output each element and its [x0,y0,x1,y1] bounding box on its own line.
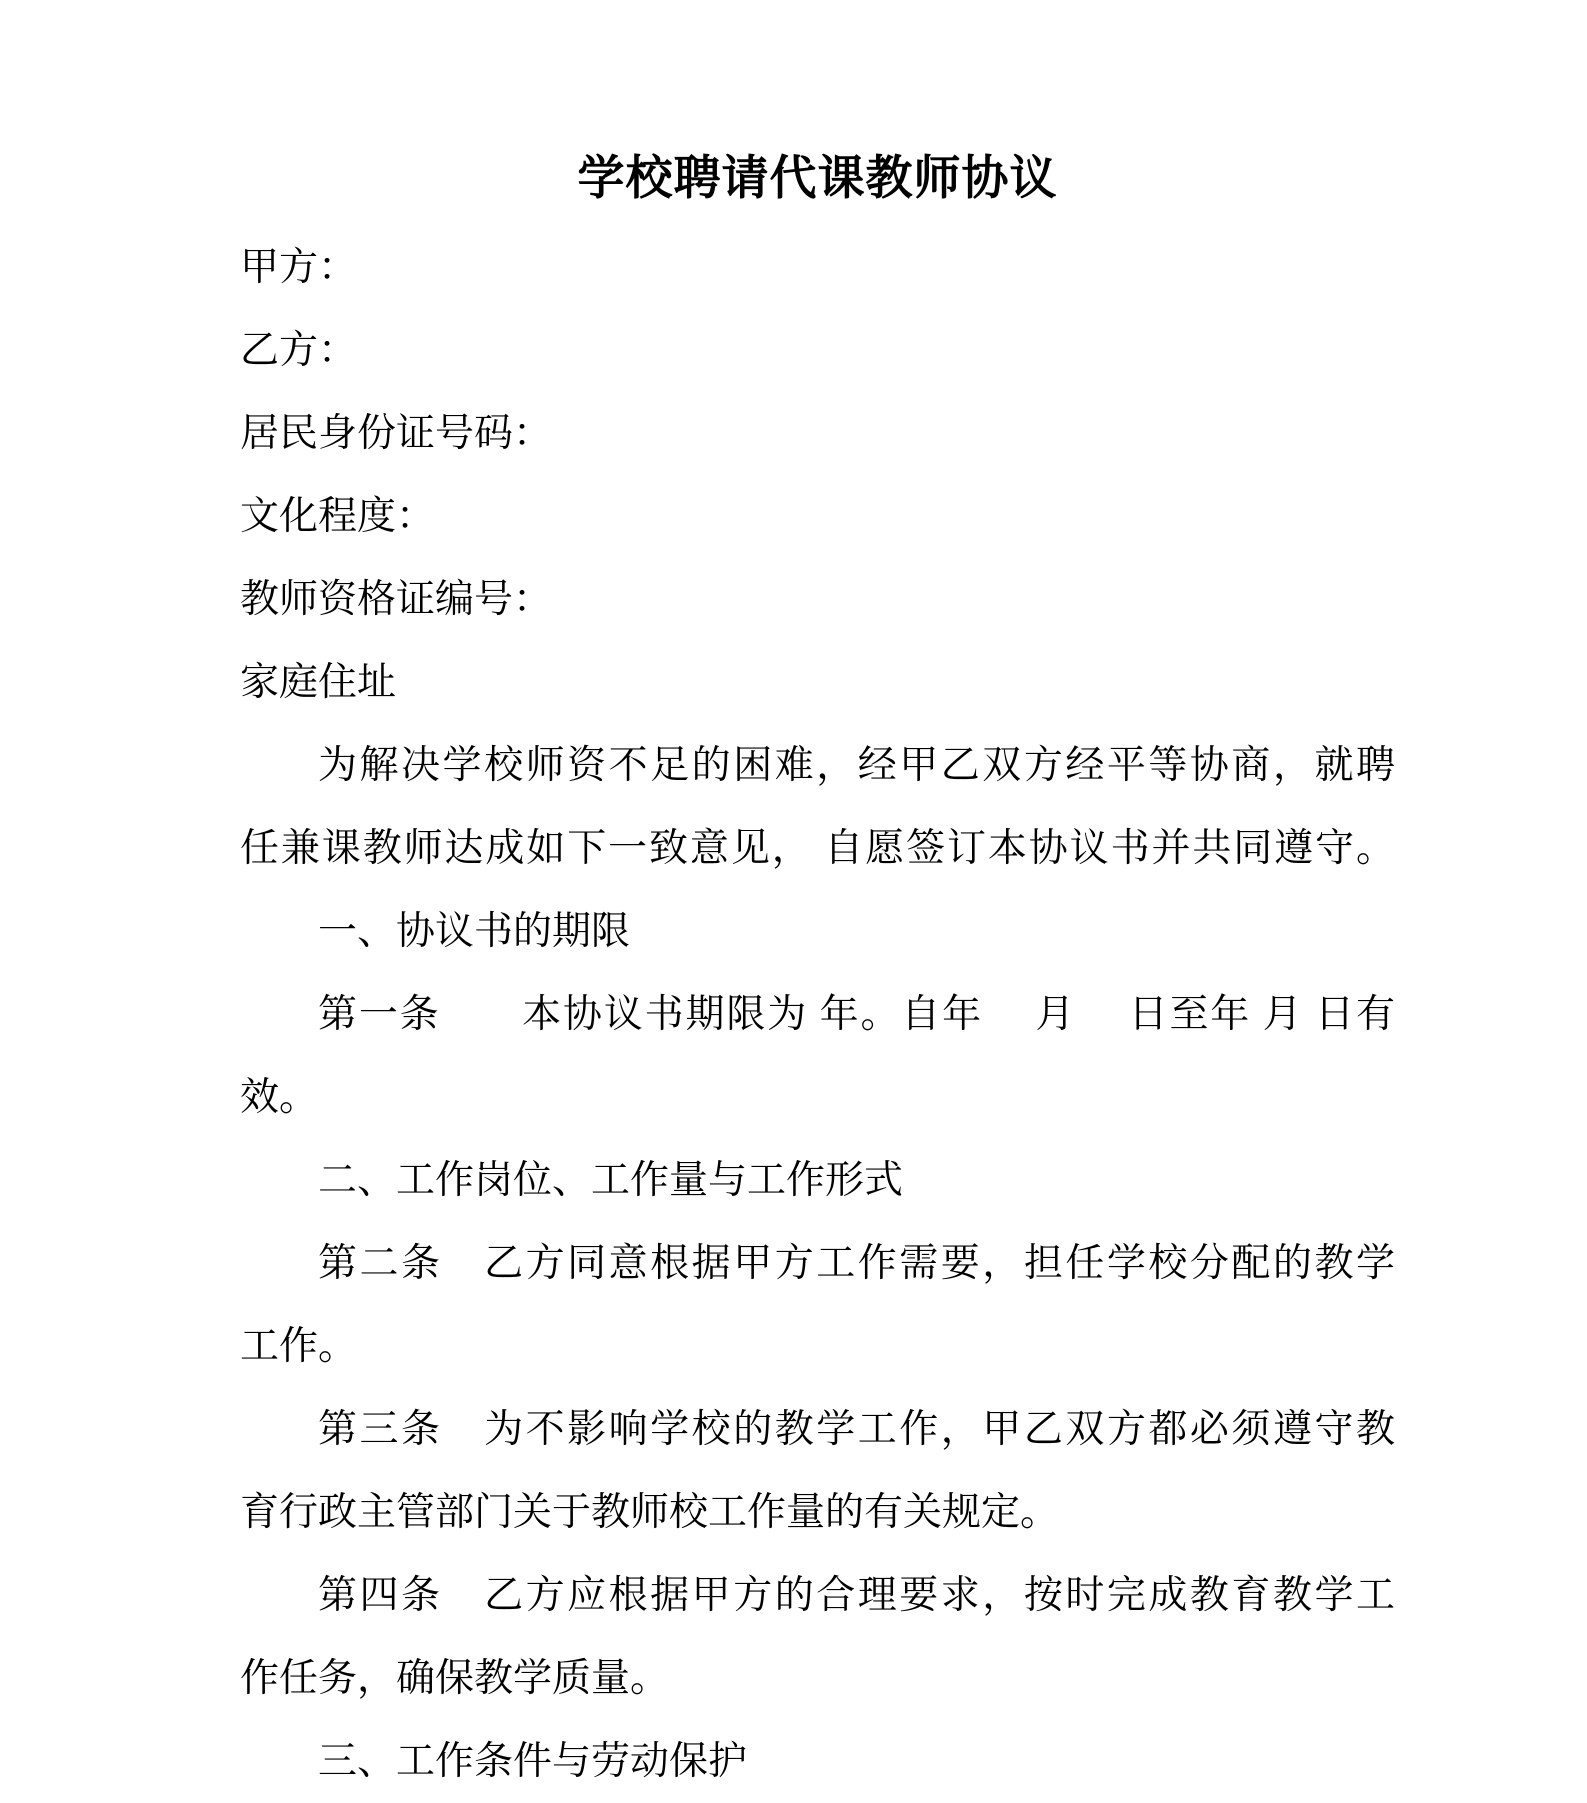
preamble-line-1: 为解决学校师资不足的困难，经甲乙双方经平等协商，就聘 [318,744,1395,787]
preamble-line-2: 任兼课教师达成如下一致意见， 自愿签订本协议书并共同遵守。 [240,827,1395,870]
home-address-label: 家庭住址 [240,661,397,704]
section-1-heading: 一、协议书的期限 [318,910,631,953]
article-1-line-1: 第一条 本协议书期限为 年。自年 月 日至年 月 日有 [318,993,1395,1036]
section-3-heading: 三、工作条件与劳动保护 [318,1740,748,1783]
section-2-heading: 二、工作岗位、工作量与工作形式 [318,1159,904,1202]
article-3-line-1: 第三条 为不影响学校的教学工作，甲乙双方都必须遵守教 [318,1408,1395,1451]
article-2-line-2: 工作。 [240,1325,358,1368]
party-a-label: 甲方： [240,246,358,289]
teacher-certificate-label: 教师资格证编号： [240,578,553,621]
education-level-label: 文化程度： [240,495,436,538]
article-4-line-2: 作任务，确保教学质量。 [240,1657,670,1700]
resident-id-label: 居民身份证号码： [240,412,553,455]
article-3-line-2: 育行政主管部门关于教师校工作量的有关规定。 [240,1491,1060,1534]
article-4-line-1: 第四条 乙方应根据甲方的合理要求，按时完成教育教学工 [318,1574,1395,1617]
document-title: 学校聘请代课教师协议 [577,153,1058,205]
article-1-line-2: 效。 [240,1076,319,1119]
article-2-line-1: 第二条 乙方同意根据甲方工作需要，担任学校分配的教学 [318,1242,1395,1285]
party-b-label: 乙方： [240,329,358,372]
